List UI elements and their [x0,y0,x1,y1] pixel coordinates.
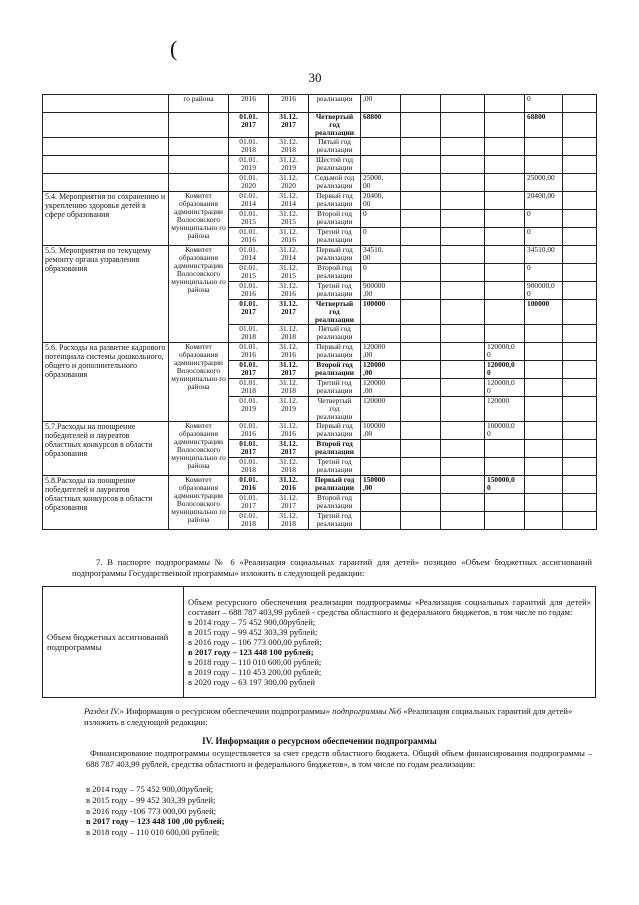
cell-per: Второй год реализации [309,440,361,458]
cell-v1: 120000 ,00 [361,343,401,361]
passport-year-line: в 2020 году – 63 197 300,00 рублей [188,677,315,687]
section-title: IV. Информация о ресурсном обеспечении подпрограммы [202,736,437,746]
passport-label: Объем бюджетных ассигнований подпрограммы [43,587,184,698]
cell-d2: 31.12. 2015 [269,210,309,228]
cell-v-empty [441,397,485,422]
cell-exec [169,174,229,192]
cell-v4 [525,440,563,458]
cell-per: Второй год реализации [309,361,361,379]
cell-v2 [401,138,441,156]
handwritten-mark: ( [170,36,178,61]
cell-v-end [563,264,597,282]
cell-v1: 0 [361,210,401,228]
cell-v2 [401,246,441,264]
cell-v1: 120000 [361,397,401,422]
table-row [43,174,597,192]
passport-table [42,586,596,698]
cell-d2: 31.12. 2014 [269,246,309,264]
cell-d1: 01.01. 2016 [229,228,269,246]
cell-d2: 31.12. 2016 [269,476,309,494]
cell-v3 [485,494,525,512]
cell-v-end [563,113,597,138]
cell-d2: 31.12. 2017 [269,440,309,458]
table-row [43,138,597,156]
cell-per: Первый год реализации [309,343,361,361]
cell-v2 [401,361,441,379]
cell-v1: 120000 ,00 [361,379,401,397]
cell-v-end [563,397,597,422]
cell-v4 [525,494,563,512]
cell-v3 [485,264,525,282]
cell-d2: 31.12. 2016 [269,422,309,440]
cell-v2 [401,282,441,300]
cell-v4 [525,156,563,174]
passport-year-line: в 2017 году – 123 448 100 рублей; [188,647,314,657]
cell-name [43,138,169,156]
cell-per: Третий год реализации [309,512,361,530]
cell-d1: 01.01. 2020 [229,174,269,192]
financing-year-line: в 2014 году – 75 452 900,00рублей; [86,784,214,794]
passport-years [188,617,591,687]
financing-years [86,784,386,838]
cell-v3: 150000,0 0 [485,476,525,494]
cell-per: Первый год реализации [309,246,361,264]
cell-v-empty [441,379,485,397]
cell-v4 [525,397,563,422]
cell-v3 [485,228,525,246]
cell-v1: 150000 ,00 [361,476,401,494]
cell-per: Первый год реализации [309,422,361,440]
cell-v1 [361,156,401,174]
cell-v3 [485,95,525,113]
cell-v-end [563,512,597,530]
cell-v-end [563,440,597,458]
cell-v1 [361,440,401,458]
cell-d1: 01.01. 2018 [229,138,269,156]
cell-name: 5.6. Расходы на развитие кадрового потенциала системы дошкольного, общего и дополнительного образования [43,343,169,422]
cell-d2: 31.12. 2016 [269,282,309,300]
cell-v-end [563,228,597,246]
cell-d1: 01.01. 2017 [229,300,269,325]
cell-exec: Комитет образования администрации Волосовского муниципально го района [169,343,229,422]
cell-d2: 31.12. 2019 [269,156,309,174]
cell-v-end [563,458,597,476]
cell-v4 [525,343,563,361]
cell-v2 [401,379,441,397]
cell-per: Четвертый год реализации [309,300,361,325]
cell-name: 5.7.Расходы на поощрение победителей и лауреатов областных конкурсов в области образования [43,422,169,476]
cell-v3 [485,174,525,192]
table-row [43,476,597,494]
cell-d2: 31.12. 2017 [269,300,309,325]
cell-v3 [485,246,525,264]
table-row [43,246,597,264]
section-note-part4: «Реализация социальных гарантий для детей» изложить в следующей редакции: [84,706,573,727]
cell-per: реализации [309,95,361,113]
table-row [43,156,597,174]
cell-d1: 01.01. 2016 [229,343,269,361]
cell-name [43,95,169,113]
cell-d1: 01.01. 2017 [229,361,269,379]
cell-v-empty [441,282,485,300]
cell-v-end [563,174,597,192]
cell-v4: 0 [525,264,563,282]
cell-v-end [563,361,597,379]
cell-v-empty [441,138,485,156]
cell-d1: 01.01. 2014 [229,192,269,210]
cell-v4: 0 [525,210,563,228]
cell-per: Первый год реализации [309,192,361,210]
cell-v4 [525,138,563,156]
cell-v-empty [441,300,485,325]
cell-d1: 01.01. 2018 [229,379,269,397]
table-row [43,113,597,138]
cell-v2 [401,192,441,210]
financing-year-line: в 2018 году – 110 010 600,00 рублей; [86,827,220,838]
cell-v4 [525,379,563,397]
cell-d2: 31.12. 2020 [269,174,309,192]
cell-v1: 68800 [361,113,401,138]
cell-v-empty [441,512,485,530]
cell-d2: 31.12. 2014 [269,192,309,210]
passport-value [184,587,596,698]
page-number: 30 [308,70,322,85]
cell-v2 [401,210,441,228]
cell-exec [169,138,229,156]
cell-v1: 0 [361,264,401,282]
cell-v3 [485,113,525,138]
cell-exec [169,113,229,138]
cell-v-empty [441,440,485,458]
cell-d1: 01.01. 2017 [229,440,269,458]
cell-v4 [525,422,563,440]
cell-v1: 0 [361,228,401,246]
cell-d2: 31.12. 2017 [269,361,309,379]
passport-year-line: в 2016 году – 106 773 000,00 рублей; [188,637,322,647]
cell-v3 [485,210,525,228]
cell-v1: 120000 ,00 [361,361,401,379]
cell-d2: 31.12. 2018 [269,379,309,397]
cell-name: 5.4. Мероприятия по сохранению и укреплению здоровья детей в сфере образования [43,192,169,246]
financing-year-line: в 2015 году – 99 452 303,39 рублей; [86,794,216,805]
cell-v1: 100000 [361,300,401,325]
cell-v2 [401,156,441,174]
cell-per: Шестой год реализации [309,156,361,174]
cell-d2: 31.12. 2015 [269,264,309,282]
cell-v1 [361,458,401,476]
cell-v2 [401,95,441,113]
cell-v1: 20400, 00 [361,192,401,210]
cell-v-end [563,422,597,440]
cell-v-empty [441,95,485,113]
cell-d1: 01.01. 2018 [229,458,269,476]
financing-year-line: в 2017 году – 123 448 100 ,00 рублей; [86,816,225,827]
cell-d2: 31.12. 2018 [269,138,309,156]
cell-v1 [361,325,401,343]
cell-d2: 31.12. 2016 [269,228,309,246]
passport-year-line: в 2014 году – 75 452 900,00рублей; [188,617,316,627]
cell-per: Четвертый год реализации [309,113,361,138]
passport-year-line: в 2019 году – 110 453 200,00 рублей; [188,667,322,677]
cell-v-empty [441,476,485,494]
cell-v3: 120000,0 0 [485,379,525,397]
cell-exec: Комитет образования администрации Волосовского муниципально го района [169,192,229,246]
cell-exec: Комитет образования администрации Волосовского муниципально го района [169,246,229,343]
section-note-part3: подпрограммы №6 [332,706,402,716]
cell-d1: 01.01. 2015 [229,210,269,228]
table-row [43,95,597,113]
cell-d2: 31.12. 2018 [269,512,309,530]
cell-name [43,113,169,138]
cell-d1: 01.01. 2017 [229,113,269,138]
table-row [43,343,597,361]
cell-d1: 01.01. 2016 [229,476,269,494]
passport-intro: Объем ресурсного обеспечения реализации подпрограммы «Реализация социальных гарантий для детей» составит – 688 787 403,99 рублей - средства областного и федерального бюджетов, в том числе по годам: [188,597,591,617]
cell-v-empty [441,494,485,512]
cell-d1: 01.01. 2016 [229,282,269,300]
cell-v4: 34510,00 [525,246,563,264]
cell-v3 [485,300,525,325]
cell-v-end [563,379,597,397]
cell-per: Четвертый год реализации [309,397,361,422]
cell-v4: 0 [525,95,563,113]
cell-v-empty [441,325,485,343]
cell-v-end [563,95,597,113]
cell-v1: 100000 ,00 [361,422,401,440]
cell-per: Седьмой год реализации [309,174,361,192]
passport-year-line: в 2015 году – 99 452 303,39 рублей; [188,627,318,637]
cell-v4 [525,325,563,343]
cell-v-empty [441,228,485,246]
cell-v4: 0 [525,228,563,246]
cell-v3: 120000,0 0 [485,343,525,361]
cell-v4: 68800 [525,113,563,138]
cell-exec: Комитет образования администрации Волосовского муниципально го района [169,422,229,476]
cell-v4: 100000 [525,300,563,325]
cell-d1: 01.01. 2015 [229,264,269,282]
cell-d2: 31.12. 2018 [269,458,309,476]
section-note-part1: Раздел IV. [84,706,120,716]
cell-v4 [525,476,563,494]
cell-name [43,156,169,174]
cell-v1 [361,512,401,530]
cell-d1: 2016 [229,95,269,113]
cell-v-end [563,138,597,156]
passport-year-line: в 2018 году – 110 010 600,00 рублей; [188,657,322,667]
cell-d1: 01.01. 2017 [229,494,269,512]
cell-v4: 900000,0 0 [525,282,563,300]
cell-per: Второй год реализации [309,210,361,228]
cell-v4 [525,361,563,379]
table-row [43,422,597,440]
cell-v2 [401,494,441,512]
cell-d2: 31.12. 2017 [269,113,309,138]
cell-v4 [525,512,563,530]
cell-v-empty [441,246,485,264]
cell-v2 [401,422,441,440]
cell-v4: 20400,00 [525,192,563,210]
cell-v-end [563,476,597,494]
cell-per: Третий год реализации [309,458,361,476]
cell-v3 [485,156,525,174]
cell-v2 [401,458,441,476]
cell-v-end [563,156,597,174]
cell-v4: 25000,00 [525,174,563,192]
cell-d1: 01.01. 2018 [229,512,269,530]
cell-v3 [485,282,525,300]
cell-v3 [485,440,525,458]
cell-v-empty [441,361,485,379]
cell-v2 [401,264,441,282]
financing-year-line: в 2016 году -106 773 000,00 рублей; [86,805,217,816]
cell-v2 [401,300,441,325]
cell-v2 [401,397,441,422]
cell-d1: 01.01. 2016 [229,422,269,440]
cell-v1: ,00 [361,95,401,113]
cell-v-end [563,282,597,300]
cell-v1 [361,138,401,156]
cell-v3: 120000 [485,397,525,422]
cell-v-end [563,300,597,325]
cell-v-empty [441,192,485,210]
cell-v2 [401,343,441,361]
cell-v1: 25000, 00 [361,174,401,192]
cell-v3: 120000,0 0 [485,361,525,379]
section-note [84,706,584,728]
cell-v1: 900000 ,00 [361,282,401,300]
cell-v-empty [441,458,485,476]
cell-d1: 01.01. 2019 [229,156,269,174]
cell-v-end [563,325,597,343]
cell-d1: 01.01. 2014 [229,246,269,264]
cell-v4 [525,458,563,476]
cell-per: Второй год реализации [309,264,361,282]
cell-d2: 31.12. 2017 [269,494,309,512]
cell-v2 [401,113,441,138]
cell-v-empty [441,343,485,361]
cell-d2: 31.12. 2016 [269,343,309,361]
cell-exec: го района [169,95,229,113]
cell-per: Пятый год реализации [309,325,361,343]
cell-v3 [485,192,525,210]
cell-d2: 31.12. 2019 [269,397,309,422]
cell-v3 [485,458,525,476]
cell-d1: 01.01. 2019 [229,397,269,422]
cell-v-end [563,192,597,210]
cell-name: 5.5. Мероприятия по текущему ремонту органа управления образования [43,246,169,343]
cell-v2 [401,440,441,458]
cell-v2 [401,512,441,530]
cell-v-empty [441,113,485,138]
cell-v-empty [441,264,485,282]
cell-v3 [485,512,525,530]
cell-exec [169,156,229,174]
cell-v-end [563,494,597,512]
cell-v3 [485,138,525,156]
cell-v1 [361,494,401,512]
cell-exec: Комитет образования администрации Волосовского муниципально го района [169,476,229,530]
cell-v-end [563,343,597,361]
cell-name [43,174,169,192]
cell-v-empty [441,422,485,440]
cell-v-end [563,210,597,228]
cell-v2 [401,325,441,343]
paragraph-7: 7. В паспорте подпрограммы № 6 «Реализация социальных гарантий для детей» позицию «Объем бюджетных ассигнований подпрограммы Государственной программы» изложить в следующей редакции: [72,557,592,578]
program-table [42,94,597,530]
financing-text: Финансирование подпрограммы осуществляется за счет средств областного бюджета. Общий объем финансирования подпрограммы – 688 787 403,99 рублей, средства областного и федерального бюджетов», в том числе по годам реализации: [86,748,592,769]
cell-per: Пятый год реализации [309,138,361,156]
cell-per: Третий год реализации [309,379,361,397]
cell-d2: 31.12. 2018 [269,325,309,343]
cell-per: Третий год реализации [309,282,361,300]
cell-v2 [401,228,441,246]
cell-v3: 100000,0 0 [485,422,525,440]
cell-v-empty [441,156,485,174]
cell-per: Первый год реализации [309,476,361,494]
cell-d2: 2016 [269,95,309,113]
cell-name: 5.8.Расходы на поощрение победителей и лауреатов областных конкурсов в области образования [43,476,169,530]
cell-v2 [401,476,441,494]
cell-per: Второй год реализации [309,494,361,512]
cell-v3 [485,325,525,343]
section-note-part2: » Информация о ресурсном обеспечении подпрограммы» [119,706,331,716]
cell-per: Третий год реализации [309,228,361,246]
cell-v1: 34510, 00 [361,246,401,264]
cell-v-empty [441,174,485,192]
cell-d1: 01.01. 2018 [229,325,269,343]
cell-v-end [563,246,597,264]
cell-v2 [401,174,441,192]
table-row [43,192,597,210]
cell-v-empty [441,210,485,228]
